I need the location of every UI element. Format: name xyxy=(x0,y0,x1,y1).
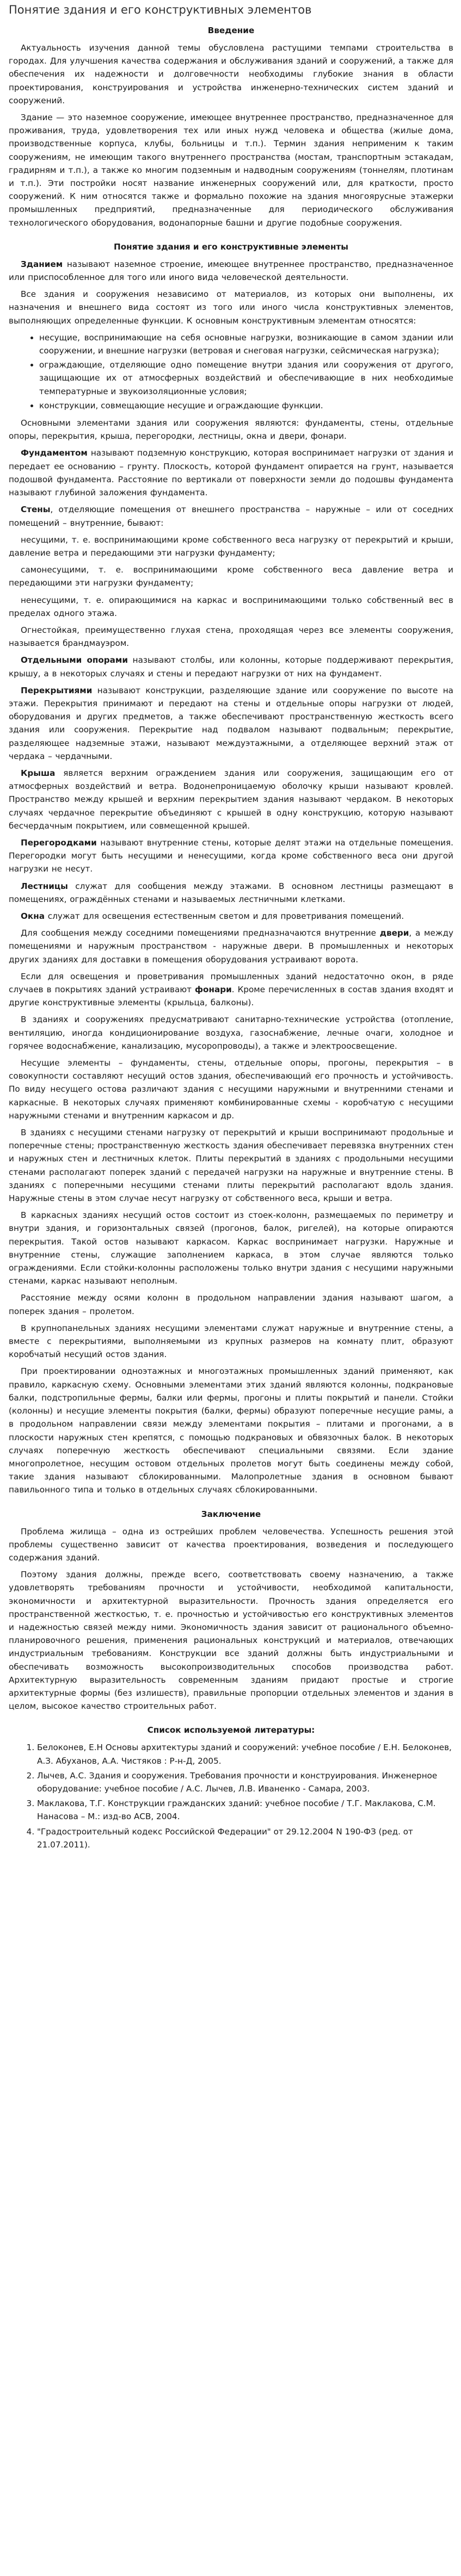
body-paragraph xyxy=(9,654,453,680)
main-section xyxy=(9,240,453,1497)
term: Перекрытиями xyxy=(21,685,93,695)
references-section xyxy=(9,1723,453,1851)
body-paragraph: Основными элементами здания или сооружения являются: фундаменты, стены, отдельные опоры, перекрытия, крыша, перегородки, лестницы, окна и двери, фонари. xyxy=(9,418,453,441)
body-paragraph: В крупнопанельных зданиях несущими элементами служат наружные и внутренние стены, а вместе с перекрытиями, выполняемыми из крупных размеров на комнату плит, образуют коробчатый несущий остов здания. xyxy=(9,1323,453,1360)
body-paragraph xyxy=(9,684,453,763)
body-paragraph: Расстояние между осями колонн в продольном направлении здания называют шагом, а поперек здания – пролетом. xyxy=(9,1293,453,1316)
body-paragraph xyxy=(9,836,453,876)
intro-section xyxy=(9,24,453,229)
body-paragraph: Огнестойкая, преимущественно глухая стена, проходящая через все элементы сооружения, называется брандмауэром. xyxy=(9,625,453,649)
body-paragraph xyxy=(9,767,453,832)
paragraph-text: называют внутренние стены, которые делят этажи на отдельные помещения. Перегородки могут быть несущими и ненесущими, когда кроме собственного веса они другой нагрузки не несут. xyxy=(9,837,453,874)
body-paragraph: В зданиях с несущими стенами нагрузку от перекрытий и крыши воспринимают продольные и поперечные стены; пространственную жесткость здания обеспечивает перевязка внутренних стен и наружных стен и лестничных клеток. Плиты перекрытий в зданиях с продольными несущими стенами располагают поперек зданий с передачей нагрузки на наружные и внутренние стены. В зданиях с поперечными несущими стенами плиты перекрытий располагают вдоль здания. Наружные стены в этом случае несут нагрузку от собственного веса, крыши и ветра. xyxy=(9,1128,453,1204)
term: Отдельными опорами xyxy=(21,655,128,665)
paragraph-text: служат для освещения естественным светом и для проветривания помещений. xyxy=(44,911,404,921)
list-item: • конструкции, совмещающие несущие и ограждающие функции. xyxy=(39,399,453,412)
paragraph-text: называют конструкции, разделяющие здание или сооружение по высоте на этажи. Перекрытия принимают и передают на стены и отдельные опоры нагрузки от людей, оборудования и других предметов, а также обеспечивают пространственную жесткость всего здания или сооружения. Перекрытие над подвалом называют подвальным; перекрытие, разделяющее надземные этажи, называют междуэтажными, а отделяющее верхний этаж от чердака – чердачными. xyxy=(9,685,453,761)
reference-item: 1. Белоконев, Е.Н Основы архитектуры зданий и сооружений: учебное пособие / Е.Н. Белоконев, А.З. Абуханов, А.А. Чистяков : Р-н-Д, 2005. xyxy=(37,1741,453,1767)
list-item: • ограждающие, отделяющие одно помещение внутри здания или сооружения от другого, защищающие их от атмосферных воздействий и обеспечивающие в них необходимые температурные и звукоизоляционные условия; xyxy=(39,358,453,398)
reference-item: 4. "Градостроительный кодекс Российской Федерации" от 29.12.2004 N 190-ФЗ (ред. от 21.07.2011). xyxy=(37,1825,453,1851)
body-paragraph xyxy=(9,503,453,529)
body-paragraph xyxy=(9,970,453,1010)
page-title: Понятие здания и его конструктивных элементов xyxy=(9,3,312,16)
term: Лестницы xyxy=(21,881,68,891)
paragraph-text: Для сообщения между соседними помещениями предназначаются внутренние xyxy=(21,928,380,938)
term: двери xyxy=(379,928,409,938)
body-paragraph: При проектировании одноэтажных и многоэтажных промышленных зданий применяют, как правило, каркасную схему. Основными элементами этих зданий являются колонны, подкрановые балки, подстропильные фермы, балки или фермы, прогоны и плиты покрытий и панели. Стойки (колонны) и несущие элементы покрытия (балки, фермы) образуют поперечные несущие рамы, а в продольном направлении связи между элементами покрытия – плитами и прогонами, а в плоскости наружных стен крепятся, с помощью подкрановых и обвязочных балок. В некоторых случаях поперечную жесткость обеспечивают специальными связями. Если здание многопролетное, несущим остовом отдельных пролетов могут быть соединены между собой, такие здания называют сблокированными. Малопролетные здания в основном бывают павильонного типа и только в отдельных случаях сблокированными. xyxy=(9,1366,453,1495)
paragraph-text: , а между помещениями и наружным пространством - наружные двери. В промышленных и некоторых других зданиях для доставки в помещения оборудования устраивают ворота. xyxy=(9,928,453,965)
body-paragraph xyxy=(9,880,453,906)
body-paragraph xyxy=(9,926,453,966)
list-item: • несущие, воспринимающие на себя основные нагрузки, возникающие в самом здании или сооружении, и внешние нагрузки (ветровая и снеговая нагрузки, сейсмическая нагрузка); xyxy=(39,331,453,357)
paragraph-text: называют наземное строение, имеющее внутреннее пространство, предназначенное или приспособленное для того или иного вида человеческой деятельности. xyxy=(9,259,453,283)
paragraph-text: Если для освещения и проветривания промышленных зданий недостаточно окон, в ряде случаев в покрытиях зданий устраивают xyxy=(9,971,453,994)
intro-paragraph: Здание — это наземное сооружение, имеющее внутреннее пространство, предназначенное для проживания, труда, удовлетворения тех или иных нужд человека и общества (жилые дома, производственные корпуса, клубы, больницы и т.п.). Термин здания неприменим к таким сооружениям, не имеющим такого внутреннего пространства (мостам, транспортным эстакадам, градирням и т.п.), а также ко многим подземным и надводным сооружениям (тоннелям, плотинам и т.п.). Эти постройки носят название инженерных сооружений или, для краткости, просто сооружений. К ним относятся также и формально похожие на здания многоярусные этажерки промышленных предприятий, предназначенные для периодического обслуживания технологического оборудования, водонапорные башни и другие подобные сооружения. xyxy=(9,113,453,228)
body-paragraph: Несущие элементы – фундаменты, стены, отдельные опоры, прогоны, перекрытия – в совокупности составляют несущий остов здания, обеспечивающий его прочность и устойчивость. По виду несущего остова различают здания с несущими наружными и внутренними стенами и каркасные. В некоторых случаях применяют комбинированные схемы - коробчатую с несущими наружными стенами и внутренним каркасом и др. xyxy=(9,1058,453,1121)
body-paragraph: В зданиях и сооружениях предусматривают санитарно-технические устройства (отопление, вентиляцию, иногда кондиционирование воздуха, газоснабжение, лечные очаги, холодное и горячее водоснабжение, канализацию, мусоропроводы), а также и электроосвещение. xyxy=(9,1015,453,1051)
conclusion-heading: Заключение xyxy=(201,1509,261,1519)
element-types-list xyxy=(9,331,453,412)
paragraph-text: называют подземную конструкцию, которая воспринимает нагрузки от здания и передает ее основанию – грунту. Плоскость, которой фундамент опирается на грунт, называется подошвой фундамента. Расстояние по вертикали от поверхности земли до подошвы фундамента называют глубиной заложения фундамента. xyxy=(9,448,453,498)
body-paragraph: ненесущими, т. е. опирающимися на каркас и воспринимающими только собственный вес в пределах одного этажа. xyxy=(9,595,453,618)
paragraph-text: служат для сообщения между этажами. В основном лестницы размещают в помещениях, ограждённых стенами и называемых лестничными клетками. xyxy=(9,881,453,904)
term: Крыша xyxy=(21,768,56,778)
intro-paragraph: Актуальность изучения данной темы обусловлена растущими темпами строительства в городах. Для улучшения качества содержания и обслуживания зданий и сооружений, а также для обеспечения их надежности и долговечности необходимы глубокие знания в области проектирования, конструирования и устройства инженерно-технических систем зданий и сооружений. xyxy=(9,43,453,105)
main-heading: Понятие здания и его конструктивные элементы xyxy=(114,241,348,252)
term: Стены xyxy=(21,505,51,515)
paragraph-text: является верхним ограждением здания или сооружения, защищающим его от атмосферных воздействий и ветра. Водонепроницаемую оболочку крыши называют кровлей. Пространство между крышей и верхним перекрытием здания называют чердаком. В некоторых случаях чердачное перекрытие объединяют с крышей в одну конструкцию, которую называют бесчердачным покрытием, или совмещенной крышей. xyxy=(9,768,453,831)
conclusion-paragraph: Поэтому здания должны, прежде всего, соответствовать своему назначению, а также удовлетворять требованиям прочности и устойчивости, необходимой капитальности, экономичности и архитектурной выразительности. Прочность здания определяется его пространственной жесткостью, т. е. прочностью и устойчивостью его конструктивных элементов и надежностью связей между ними. Экономичность здания зависит от рационального объемно-планировочного решения, применения рациональных конструкций и материалов, отвечающих индустриальным требованиям. Конструкции все зданий должны быть индустриальными и обеспечивать возможность высокопроизводительных способов производства работ. Архитектурную выразительность современным зданиям придают простые и строгие архитектурные формы (без излишеств), правильные пропорции отдельных элементов и здания в целом, высокое качество строительных работ. xyxy=(9,1570,453,1712)
term: Перегородками xyxy=(21,837,97,848)
paragraph-text: называют столбы, или колонны, которые поддерживают перекрытия, крышу, а в некоторых случаях и стены и передают нагрузки от них на фундамент. xyxy=(9,655,453,679)
reference-item: 3. Маклакова, Т.Г. Конструкции гражданских зданий: учебное пособие / Т.Г. Маклакова, С.М. Нанасова – М.: изд-во АСВ, 2004. xyxy=(37,1797,453,1823)
references-heading: Список используемой литературы: xyxy=(147,1725,315,1735)
term: Фундаментом xyxy=(21,448,88,458)
body-paragraph xyxy=(9,258,453,284)
intro-heading: Введение xyxy=(207,26,255,35)
body-paragraph xyxy=(9,910,453,923)
body-paragraph: несущими, т. е. воспринимающими кроме собственного веса нагрузку от перекрытий и крыши, давление ветра и передающими эти нагрузки фундаменту; xyxy=(9,534,453,558)
paragraph-text: , отделяющие помещения от внешнего пространства – наружные – или от соседних помещений – внутренние, бывают: xyxy=(9,505,453,528)
term: Окна xyxy=(21,911,45,921)
paragraph-text: . Кроме перечисленных в состав здания входят и другие конструктивные элементы (крыльца, балконы). xyxy=(9,985,453,1008)
conclusion-section xyxy=(9,1508,453,1713)
body-paragraph: самонесущими, т. е. воспринимающими кроме собственного веса давление ветра и передающими эти нагрузки фундаменту; xyxy=(9,565,453,588)
term: Зданием xyxy=(21,259,63,269)
reference-item: 2. Лычев, А.С. Здания и сооружения. Требования прочности и конструирования. Инженерное оборудование: учебное пособие / А.С. Лычев, Л.В. Иваненко - Самара, 2003. xyxy=(37,1769,453,1795)
body-paragraph xyxy=(9,446,453,499)
term: фонари xyxy=(194,985,232,994)
body-paragraph: В каркасных зданиях несущий остов состоит из стоек-колонн, размещаемых по периметру и внутри здания, и горизонтальных связей (прогонов, балок, ригелей), на которые опираются перекрытия. Такой остов называют каркасом. Каркас воспринимает нагрузки. Наружные и внутренние стены, служащие заполнением каркаса, в этом случае являются только ограждениями. Если стойки-колонны расположены только внутри здания с несущими наружными стенами, каркас называют неполным. xyxy=(9,1210,453,1286)
conclusion-paragraph: Проблема жилища – одна из острейших проблем человечества. Успешность решения этой проблемы существенно зависит от качества проектирования, возведения и последующего содержания зданий. xyxy=(9,1526,453,1563)
body-paragraph: Все здания и сооружения независимо от материалов, из которых они выполнены, их назначения и внешнего вида состоят из того или иного числа конструктивных элементов, выполняющих определенные функции. К основным конструктивным элементам относятся: xyxy=(9,289,453,326)
references-list xyxy=(9,1741,453,1851)
